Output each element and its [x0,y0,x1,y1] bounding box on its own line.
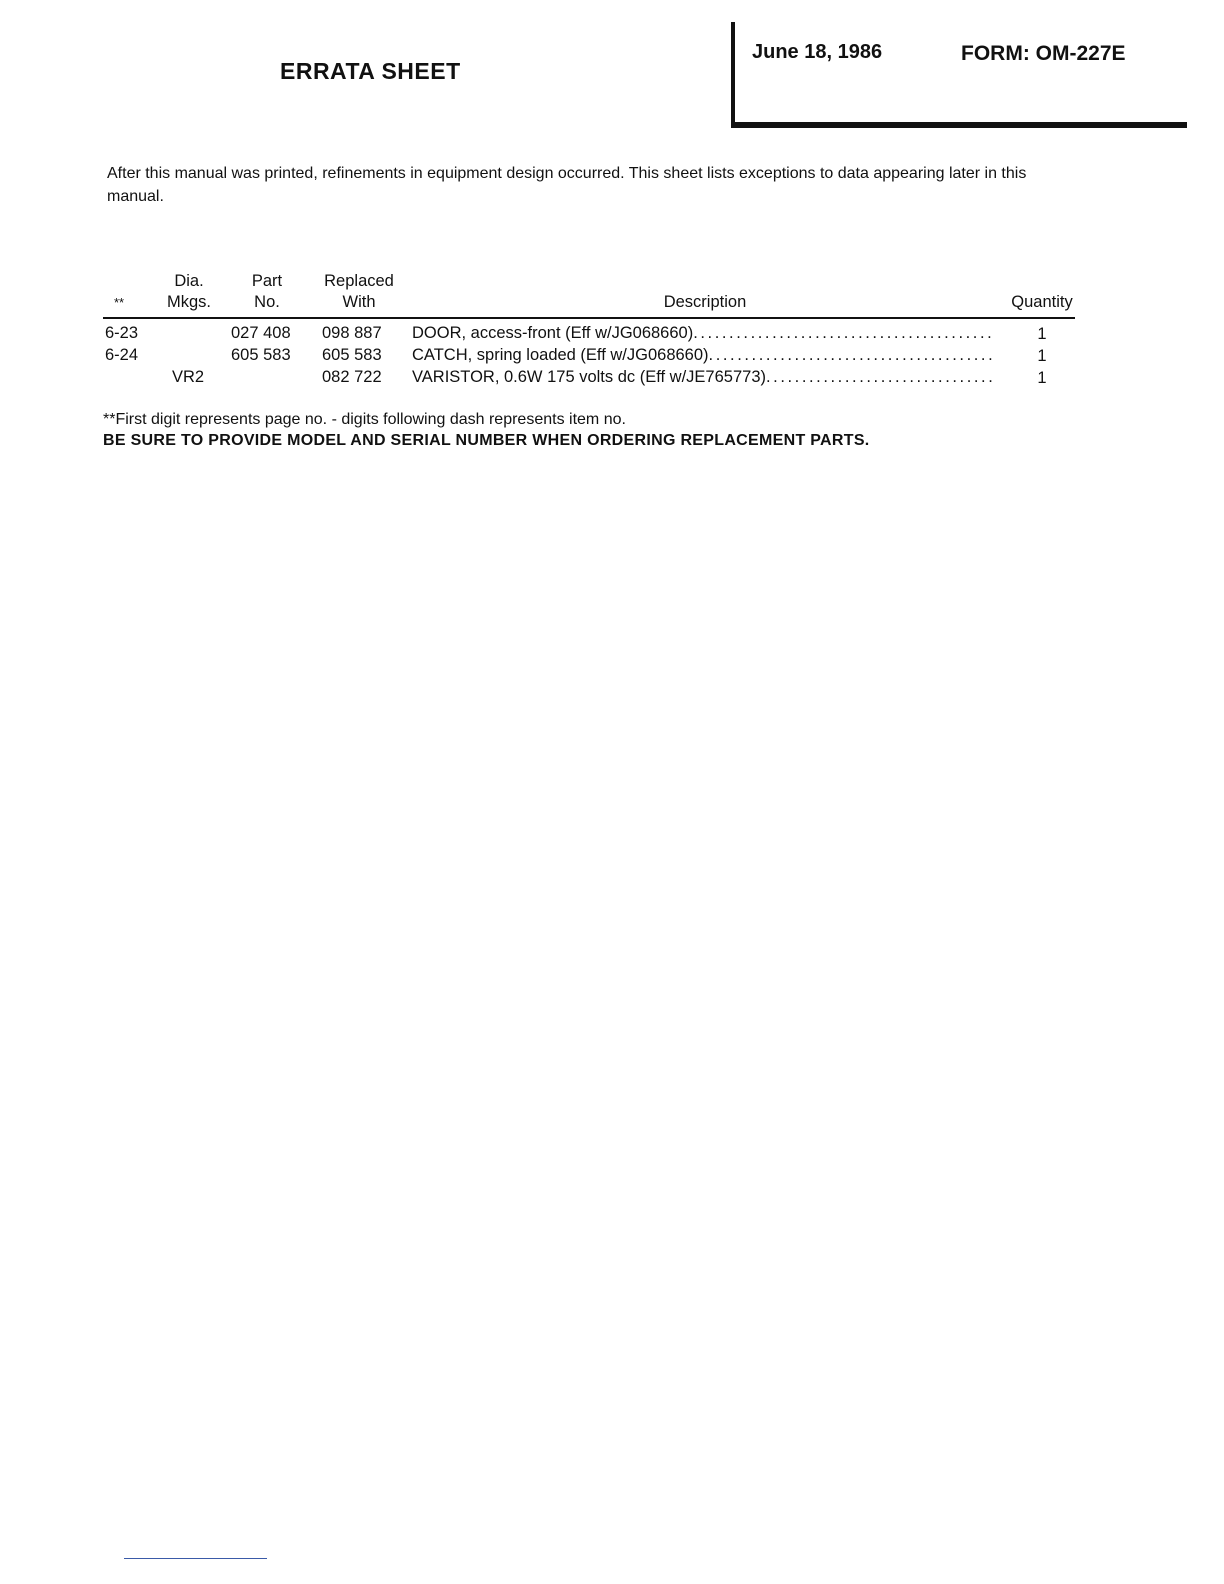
header-vertical-rule [731,22,735,126]
header-part-no [240,271,294,313]
row-replaced-with: 605 583 [322,346,382,364]
header-replaced-line1: Replaced [324,272,394,290]
row-quantity: 1 [1037,347,1047,365]
row-quantity: 1 [1037,369,1047,387]
row-description-text: VARISTOR, 0.6W 175 volts dc (Eff w/JE765773) [412,368,766,386]
row-ref: 6-24 [105,346,139,364]
row-description-text: CATCH, spring loaded (Eff w/JG068660) [412,346,709,364]
footnote-note: **First digit represents page no. - digits following dash represents item no. [103,411,626,428]
header-replaced-with [316,271,402,313]
row-ref: 6-23 [105,324,139,342]
leader-dots [766,368,994,387]
table-header-rule [103,317,1075,319]
row-replaced-with: 098 887 [322,324,382,342]
row-description-text: DOOR, access-front (Eff w/JG068660) [412,324,694,342]
header-ref: ** [114,295,125,310]
header-part-line2: No. [254,293,280,311]
row-replaced-with: 082 722 [322,368,382,386]
header-description: Description [663,293,747,311]
row-description [412,324,994,343]
header-dia-mkgs [160,271,218,313]
leader-dots [693,324,994,343]
header-box [731,22,1187,130]
header-horizontal-rule [731,122,1187,128]
footnote-block [103,409,870,451]
row-dia: VR2 [172,368,205,386]
errata-title: ERRATA SHEET [280,58,461,84]
row-description [412,346,994,365]
row-quantity: 1 [1037,325,1047,343]
ordering-instruction: BE SURE TO PROVIDE MODEL AND SERIAL NUMBER WHEN ORDERING REPLACEMENT PARTS. [103,432,870,449]
row-description [412,368,994,387]
header-dia-line2: Mkgs. [166,293,211,311]
header-quantity: Quantity [1011,293,1073,311]
header-date: June 18, 1986 [752,41,883,63]
bottom-rule [124,1558,267,1559]
intro-paragraph: After this manual was printed, refinements in equipment design occurred. This sheet lists exceptions to data appearing later in this manual. [107,165,1027,205]
leader-dots [709,346,994,365]
header-part-line1: Part [251,272,283,290]
row-part-no: 027 408 [231,324,291,342]
header-form-number: FORM: OM-227E [961,42,1126,65]
row-part-no: 605 583 [231,346,291,364]
header-dia-line1: Dia. [174,272,204,290]
header-replaced-line2: With [342,293,376,311]
